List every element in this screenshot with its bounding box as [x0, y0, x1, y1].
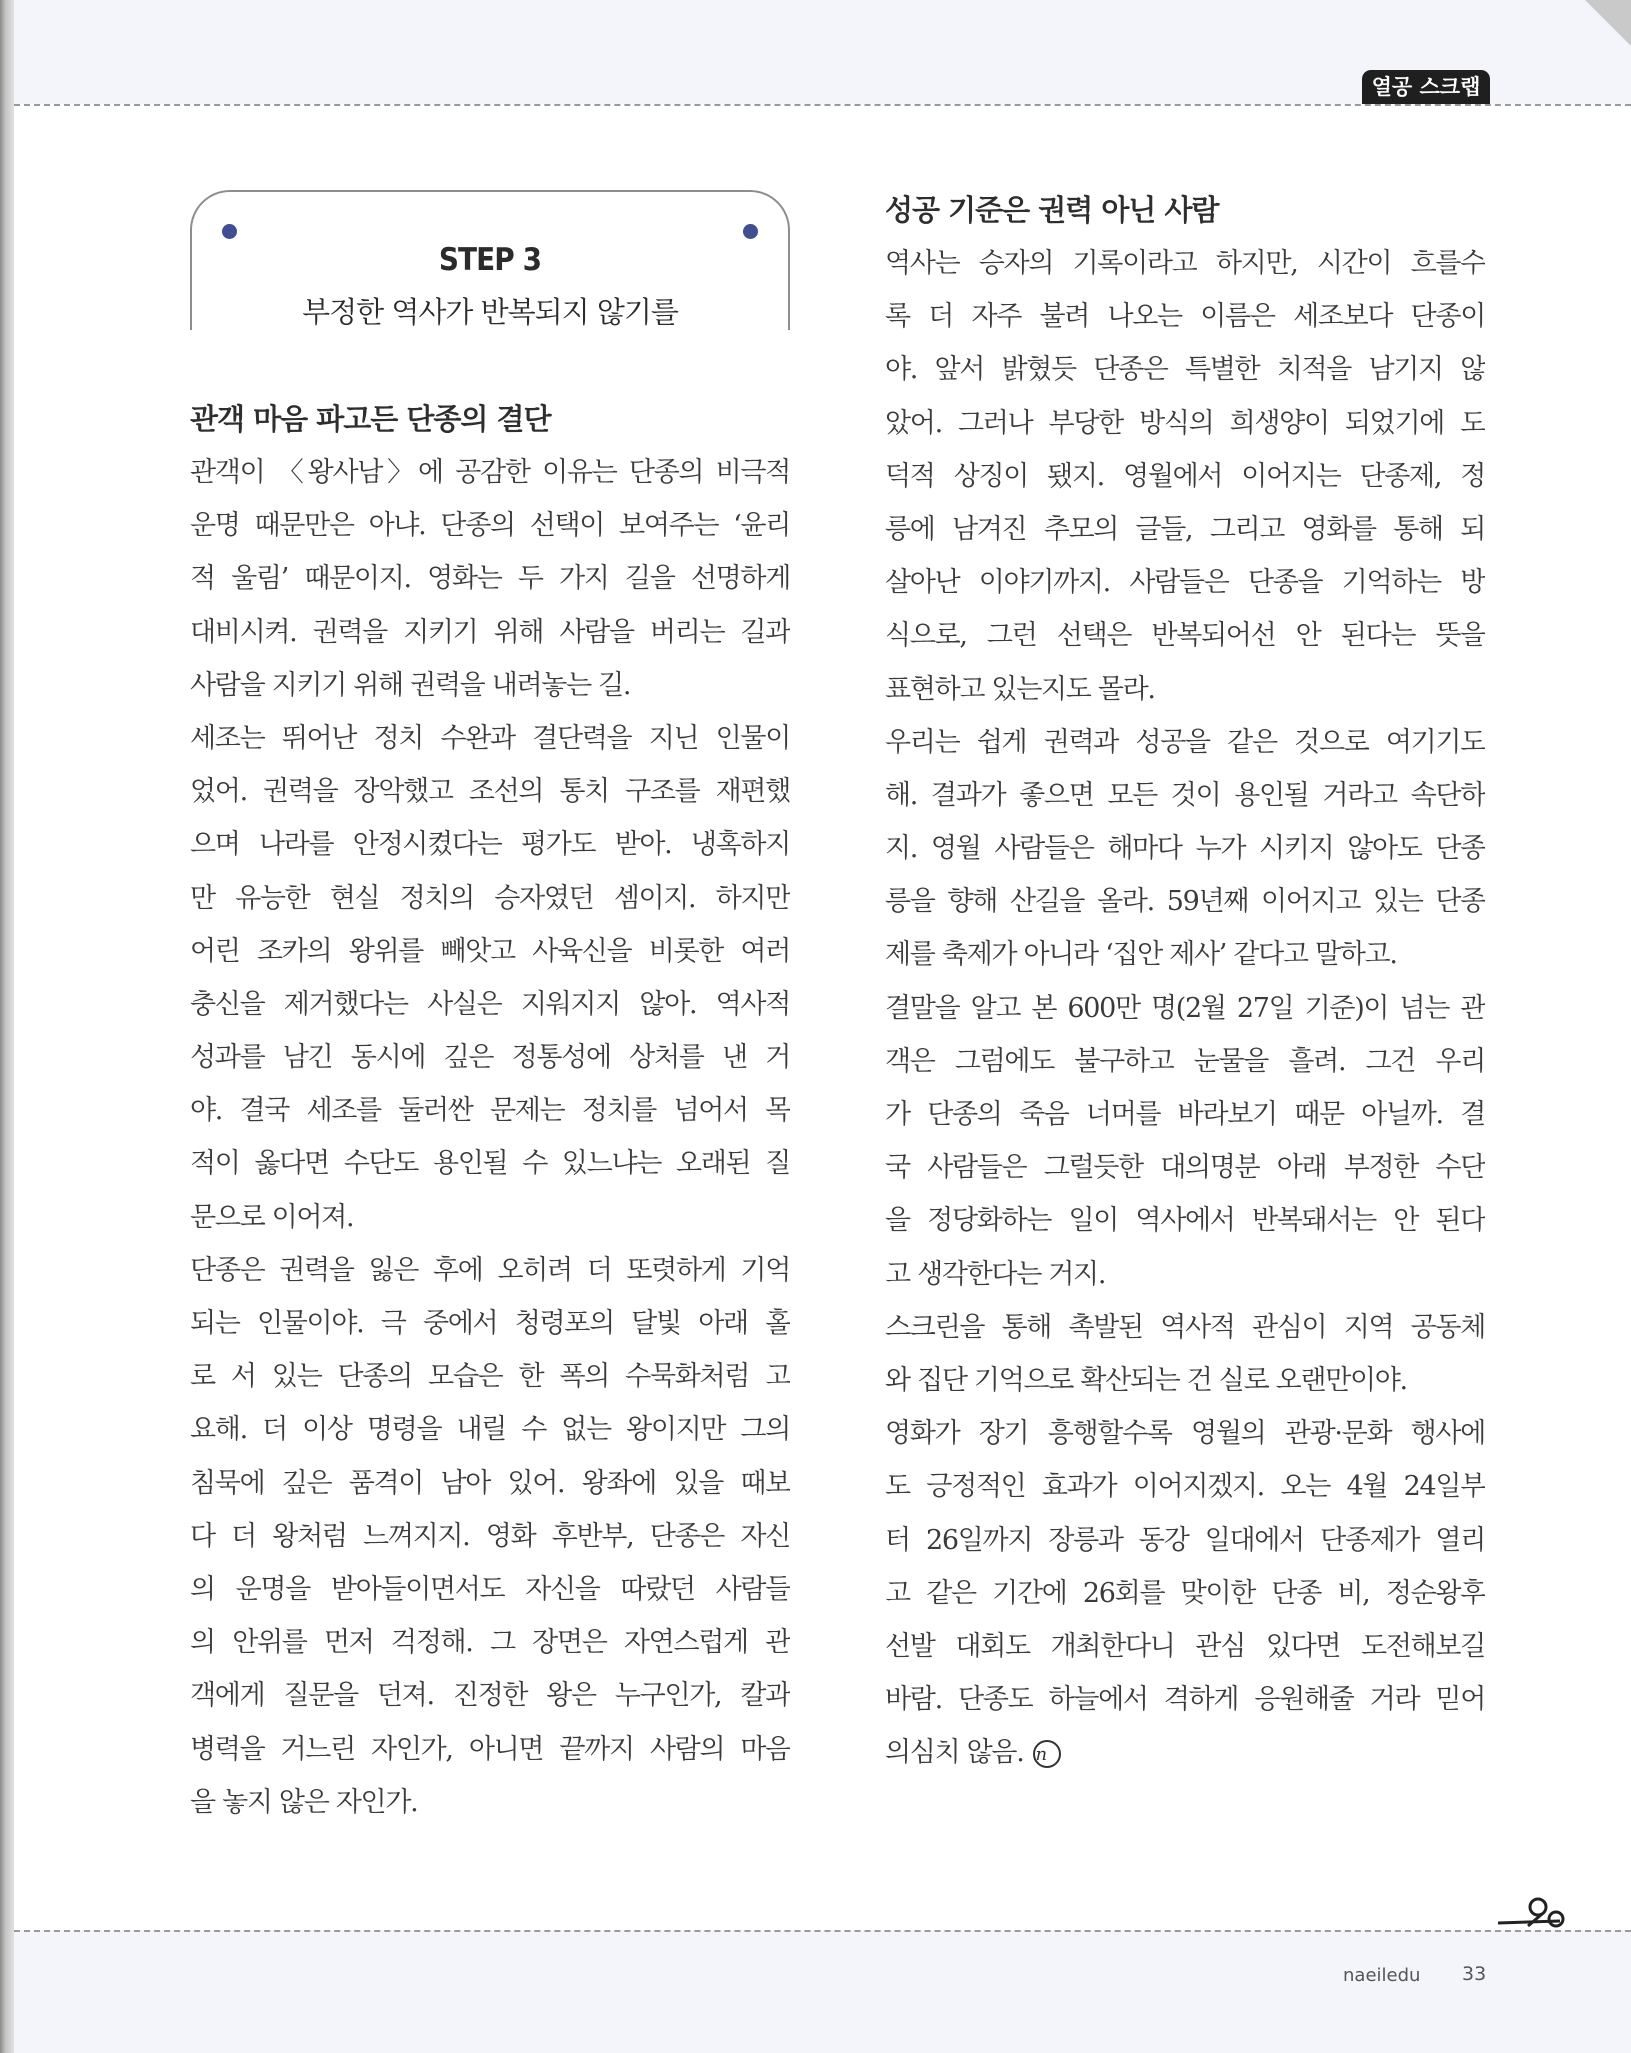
body-line: 병력을 거느린 자인가, 아니면 끝까지 사람의 마음: [190, 1733, 790, 1765]
body-line: 어린 조카의 왕위를 빼앗고 사육신을 비롯한 여러: [190, 935, 790, 967]
body-line: 객에게 질문을 던져. 진정한 왕은 누구인가, 칼과: [190, 1680, 790, 1712]
body-line: 관객이 〈왕사남〉에 공감한 이유는 단종의 비극적: [190, 457, 790, 488]
body-line: 의 안위를 먼저 걱정해. 그 장면은 자연스럽게 관: [190, 1627, 790, 1659]
body-line: 야. 결국 세조를 둘러싼 문제는 정치를 넘어서 목: [190, 1095, 790, 1127]
section-tab: 열공 스크랩: [1362, 70, 1490, 104]
body-line: 침묵에 깊은 품격이 남아 있어. 왕좌에 있을 때보: [190, 1467, 790, 1499]
body-line: 표현하고 있는지도 몰라.: [885, 673, 1155, 705]
body-line: 다 더 왕처럼 느껴지지. 영화 후반부, 단종은 자신: [190, 1520, 790, 1552]
body-line: 요해. 더 이상 명령을 내릴 수 없는 왕이지만 그의: [190, 1414, 790, 1446]
step-label: STEP 3: [438, 242, 542, 278]
body-line: 릉을 향해 산길을 올라. 59년째 이어지고 있는 단종: [885, 886, 1485, 918]
body-line: 을 정당화하는 일이 역사에서 반복돼서는 안 된다: [885, 1205, 1485, 1237]
body-line: 운명 때문만은 아냐. 단종의 선택이 보여주는 ‘윤리: [190, 510, 790, 542]
body-line: 식으로, 그런 선택은 반복되어선 안 된다는 뜻을: [885, 620, 1485, 652]
body-line: 성과를 남긴 동시에 깊은 정통성에 상처를 낸 거: [190, 1042, 790, 1074]
body-line: 적 울림’ 때문이지. 영화는 두 가지 길을 선명하게: [190, 563, 790, 595]
body-line: 되는 인물이야. 극 중에서 청령포의 달빛 아래 홀: [190, 1308, 790, 1339]
step-dot-left: [222, 224, 237, 239]
body-line: 의 운명을 받아들이면서도 자신을 따랐던 사람들: [190, 1573, 790, 1605]
body-line: 로 서 있는 단종의 모습은 한 폭의 수묵화처럼 고: [190, 1361, 790, 1393]
body-line-final: [885, 1726, 1485, 1779]
body-line: 만 유능한 현실 정치의 승자였던 셈이지. 하지만: [190, 882, 790, 914]
body-line: 바람. 단종도 하늘에서 격하게 응원해줄 거라 믿어: [885, 1684, 1485, 1716]
body-line: 도 긍정적인 효과가 이어지겠지. 오는 4월 24일부: [885, 1471, 1485, 1503]
body-line: 세조는 뛰어난 정치 수완과 결단력을 지닌 인물이: [190, 722, 790, 754]
step-title: 부정한 역사가 반복되지 않기를: [302, 295, 678, 329]
body-line: 았어. 그러나 부당한 방식의 희생양이 되었기에 도: [885, 407, 1485, 439]
footer-dashed-divider: [14, 1930, 1631, 1932]
step-box: [190, 190, 790, 330]
body-line: 와 집단 기억으로 확산되는 건 실로 오랜만이야.: [885, 1364, 1407, 1396]
body-line: 야. 앞서 밝혔듯 단종은 특별한 치적을 남기지 않: [885, 354, 1485, 386]
page-corner: [1585, 0, 1631, 46]
body-line: 스크린을 통해 촉발된 역사적 관심이 지역 공동체: [885, 1311, 1485, 1343]
body-line: 터 26일까지 장릉과 동강 일대에서 단종제가 열리: [885, 1524, 1485, 1556]
body-line: 우리는 쉽게 권력과 성공을 같은 것으로 여기기도: [885, 726, 1485, 758]
body-line: 객은 그럼에도 불구하고 눈물을 흘려. 그건 우리: [885, 1045, 1485, 1077]
right-heading: 성공 기준은 권력 아닌 사람: [885, 193, 1219, 227]
scissors-icon: [1498, 1895, 1568, 1931]
body-line: 덕적 상징이 됐지. 영월에서 이어지는 단종제, 정: [885, 460, 1485, 492]
body-line: 살아난 이야기까지. 사람들은 단종을 기억하는 방: [885, 567, 1485, 599]
body-line: 으며 나라를 안정시켰다는 평가도 받아. 냉혹하지: [190, 829, 790, 861]
page-spine-shadow: [0, 0, 14, 2053]
body-line: 영화가 장기 흥행할수록 영월의 관광·문화 행사에: [885, 1418, 1485, 1450]
body-line: 결말을 알고 본 600만 명(2월 27일 기준)이 넘는 관: [885, 992, 1485, 1024]
body-line: 지. 영월 사람들은 해마다 누가 시키지 않아도 단종: [885, 833, 1485, 865]
page-number: 33: [1462, 1963, 1487, 1985]
body-line: 록 더 자주 불려 나오는 이름은 세조보다 단종이: [885, 301, 1485, 333]
step-dot-right: [743, 224, 758, 239]
body-line: 국 사람들은 그럴듯한 대의명분 아래 부정한 수단: [885, 1152, 1485, 1184]
footer-band: [14, 1930, 1631, 2053]
right-column: [885, 183, 1485, 1779]
body-line: 문으로 이어져.: [190, 1201, 354, 1233]
body-line: 을 놓지 않은 자인가.: [190, 1786, 418, 1818]
body-line: 고 같은 기간에 26회를 맞이한 단종 비, 정순왕후: [885, 1577, 1485, 1609]
body-line: 선발 대회도 개최한다니 관심 있다면 도전해보길: [885, 1630, 1485, 1662]
header-dashed-divider: [14, 104, 1631, 106]
body-line: 대비시켜. 권력을 지키기 위해 사람을 버리는 길과: [190, 616, 790, 648]
body-line: 고 생각한다는 거지.: [885, 1258, 1106, 1290]
body-line-final-text: 의심치 않음.: [885, 1737, 1024, 1769]
body-line: 해. 결과가 좋으면 모든 것이 용인될 거라고 속단하: [885, 779, 1485, 811]
body-line: 었어. 권력을 장악했고 조선의 통치 구조를 재편했: [190, 776, 790, 808]
body-line: 단종은 권력을 잃은 후에 오히려 더 또렷하게 기억: [190, 1254, 790, 1286]
left-heading: 관객 마음 파고든 단종의 결단: [190, 402, 551, 436]
body-line: 가 단종의 죽음 너머를 바라보기 때문 아닐까. 결: [885, 1099, 1485, 1130]
body-line: 제를 축제가 아니라 ‘집안 제사’ 같다고 말하고.: [885, 939, 1397, 971]
left-column: [190, 392, 790, 1829]
body-line: 역사는 승자의 기록이라고 하지만, 시간이 흐를수: [885, 248, 1485, 279]
body-line: 충신을 제거했다는 사실은 지워지지 않아. 역사적: [190, 988, 790, 1020]
body-line: 릉에 남겨진 추모의 글들, 그리고 영화를 통해 되: [885, 513, 1485, 545]
body-line: 사람을 지키기 위해 권력을 내려놓는 길.: [190, 669, 631, 701]
end-mark-icon: n: [1033, 1740, 1061, 1768]
footer-brand: naeiledu: [1343, 1965, 1421, 1986]
body-line: 적이 옳다면 수단도 용인될 수 있느냐는 오래된 질: [190, 1148, 790, 1180]
